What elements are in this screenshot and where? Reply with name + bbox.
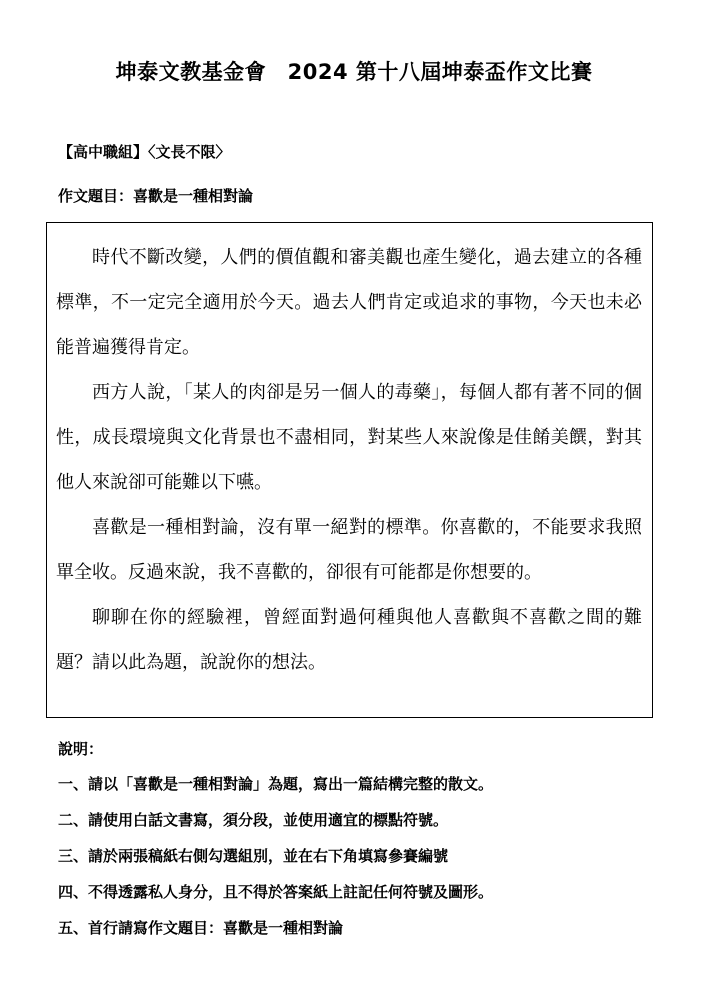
prompt-paragraph: 喜歡是一種相對論，沒有單一絕對的標準。你喜歡的，不能要求我照單全收。反過來說，我不喜歡的，卻很有可能都是你想要的。 [56, 517, 642, 583]
prompt-paragraph: 西方人說，「某人的肉卻是另一個人的毒藥」，每個人都有著不同的個性，成長環境與文化背景也不盡相同，對某些人來說像是佳餚美饌，對其他人來說卻可能難以下嚥。 [56, 382, 642, 493]
prompt-paragraph: 時代不斷改變，人們的價值觀和審美觀也產生變化，過去建立的各種標準，不一定完全適用於今天。過去人們肯定或追求的事物，今天也未必能普遍獲得肯定。 [56, 247, 642, 358]
essay-topic: 作文題目：喜歡是一種相對論 [58, 187, 254, 205]
note-item: 五、首行請寫作文題目：喜歡是一種相對論 [58, 919, 344, 937]
notes-list [58, 766, 678, 946]
prompt-box [46, 222, 653, 718]
note-item: 三、請於兩張稿紙右側勾選組別，並在右下角填寫參賽編號 [58, 847, 449, 865]
notes-heading: 說明： [58, 740, 104, 758]
page-title: 坤泰文教基金會 2024 第十八屆坤泰盃作文比賽 [115, 60, 593, 84]
note-item: 四、不得透露私人身分，且不得於答案紙上註記任何符號及圖形。 [58, 883, 494, 901]
prompt-paragraph: 聊聊在你的經驗裡，曾經面對過何種與他人喜歡與不喜歡之間的難題？請以此為題，說說你的想法。 [56, 607, 642, 673]
note-item: 一、請以「喜歡是一種相對論」為題，寫出一篇結構完整的散文。 [58, 775, 494, 793]
note-item: 二、請使用白話文書寫，須分段，並使用適宜的標點符號。 [58, 811, 449, 829]
group-label: 【高中職組】〈文長不限〉 [58, 143, 231, 161]
